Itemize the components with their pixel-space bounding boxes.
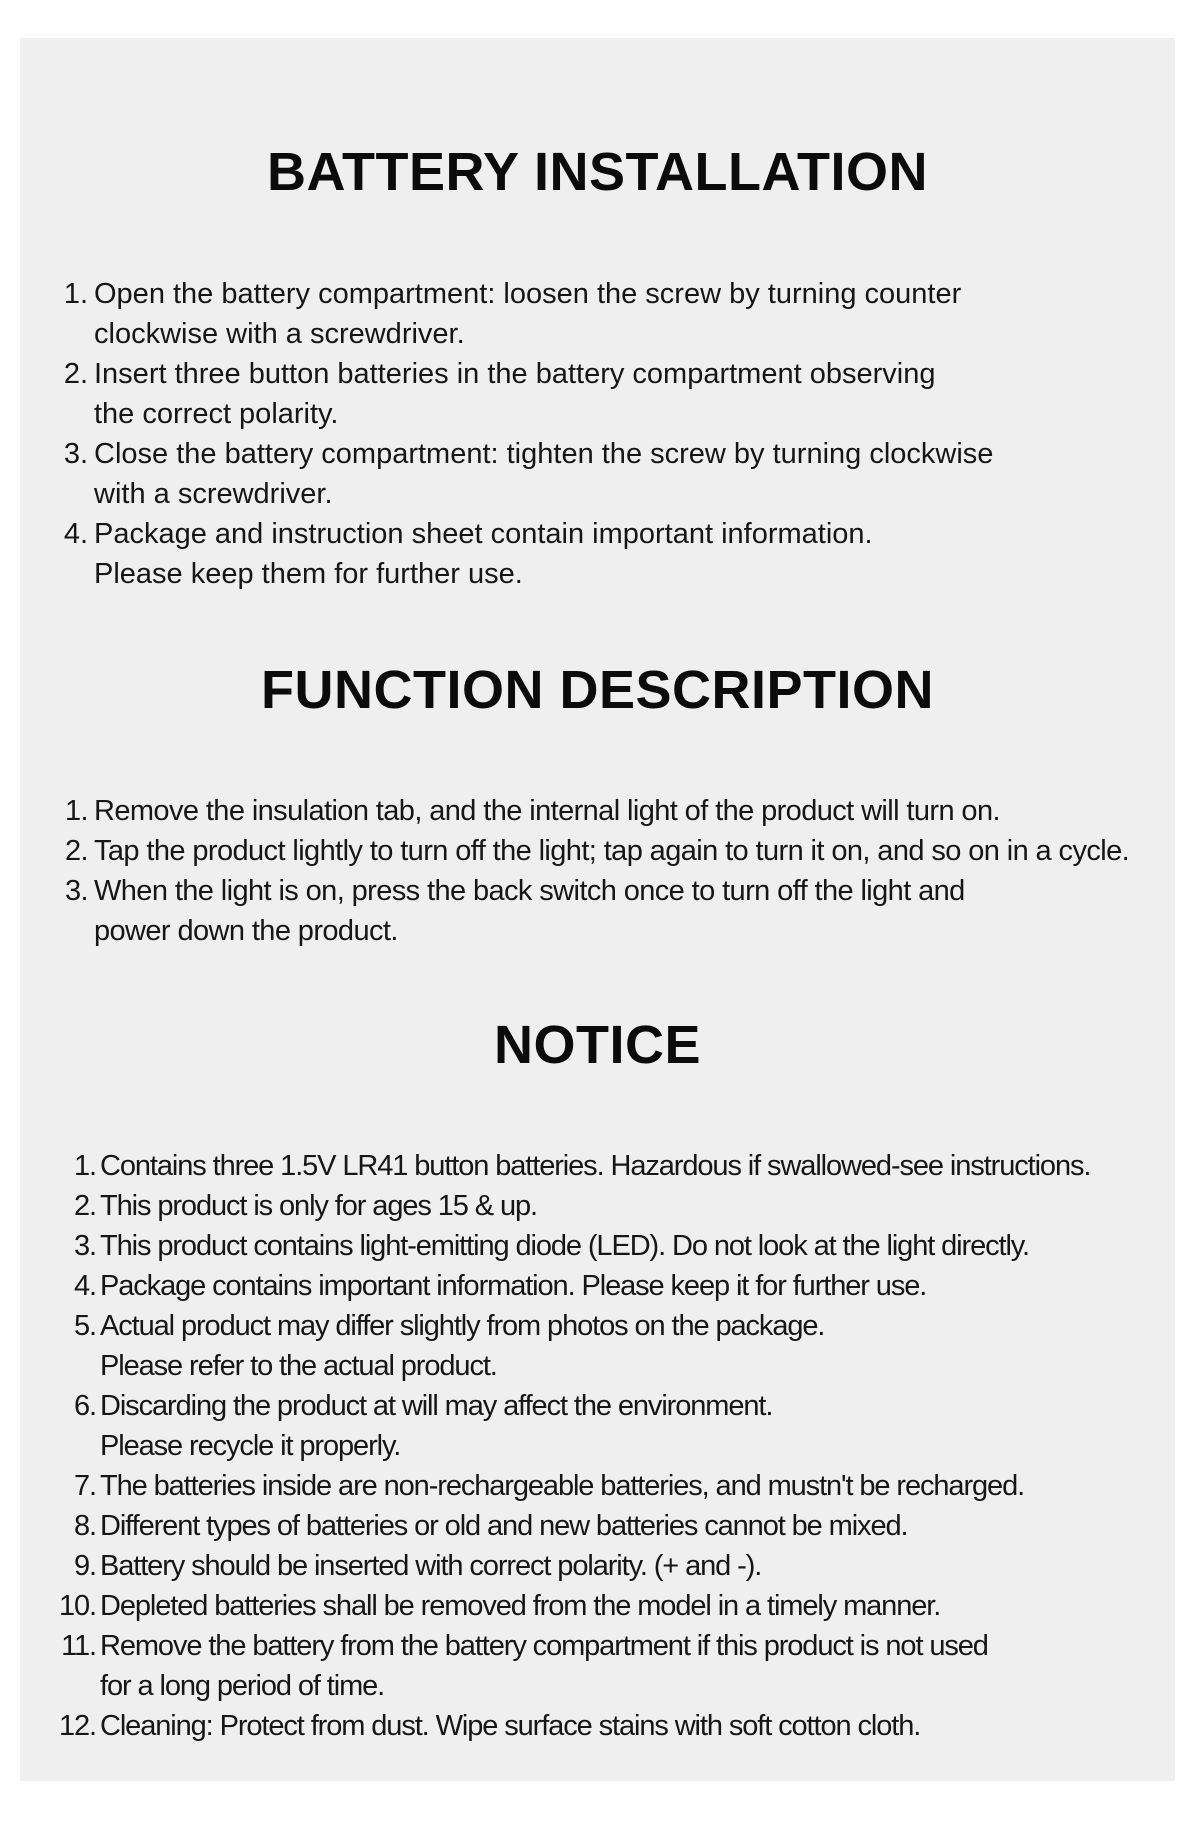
item-text: Contains three 1.5V LR41 button batteries. Hazardous if swallowed-see instructions. [100,1150,1091,1182]
list-item [40,354,1160,434]
item-number: 11. [61,1630,96,1662]
item-text: Package contains important information. Please keep it for further use. [100,1270,927,1302]
list-item [40,274,1160,354]
item-text: Discarding the product at will may affect the environment. Please recycle it properly. [100,1390,773,1462]
list-item [40,1466,1170,1506]
item-number: 2. [74,1190,96,1222]
list-item [40,1306,1170,1386]
list-item [40,831,1170,871]
item-text: Actual product may differ slightly from photos on the package. Please refer to the actual product. [100,1310,825,1382]
item-text: When the light is on, press the back switch once to turn off the light and power down the product. [94,875,965,947]
list-item [40,1546,1170,1586]
list-item [40,1586,1170,1626]
item-text: Cleaning: Protect from dust. Wipe surface stains with soft cotton cloth. [100,1710,921,1742]
item-text: Battery should be inserted with correct polarity. (+ and -). [100,1550,762,1582]
item-text: Remove the insulation tab, and the internal light of the product will turn on. [94,795,1000,827]
item-text: The batteries inside are non-rechargeable batteries, and mustn't be recharged. [100,1470,1025,1502]
item-text: This product contains light-emitting diode (LED). Do not look at the light directly. [100,1230,1030,1262]
item-number: 6. [74,1390,96,1422]
notice-list [40,1146,1170,1746]
item-number: 1. [74,1150,96,1182]
item-number: 9. [74,1550,96,1582]
item-text: Close the battery compartment: tighten the screw by turning clockwise with a screwdriver. [94,438,994,510]
list-item [40,1706,1170,1746]
item-number: 12. [58,1710,96,1742]
item-text: Tap the product lightly to turn off the light; tap again to turn it on, and so on in a cycle. [94,835,1130,867]
item-text: Package and instruction sheet contain important information. Please keep them for further use. [94,518,873,590]
item-number: 3. [74,1230,96,1262]
item-text: Depleted batteries shall be removed from the model in a timely manner. [100,1590,941,1622]
battery-installation-list [40,274,1160,594]
item-text: Different types of batteries or old and new batteries cannot be mixed. [100,1510,908,1542]
battery-installation-title: BATTERY INSTALLATION [267,142,928,202]
item-text: Open the battery compartment: loosen the screw by turning counter clockwise with a screwdriver. [94,278,962,350]
list-item [40,1226,1170,1266]
item-number: 2. [65,835,88,867]
item-number: 8. [74,1510,96,1542]
item-text: Remove the battery from the battery compartment if this product is not used for a long period of time. [100,1630,988,1702]
item-number: 3. [63,438,88,470]
function-description-title: FUNCTION DESCRIPTION [260,660,934,720]
item-number: 4. [74,1270,96,1302]
list-item [40,434,1160,514]
item-text: Insert three button batteries in the battery compartment observing the correct polarity. [94,358,936,430]
list-item [40,1506,1170,1546]
list-item [40,1186,1170,1226]
item-number: 7. [74,1470,96,1502]
list-item [40,514,1160,594]
notice-title: NOTICE [493,1015,701,1075]
list-item [40,871,1170,951]
list-item [40,1146,1170,1186]
item-number: 3. [65,875,88,907]
item-text: This product is only for ages 15 & up. [100,1190,537,1222]
list-item [40,791,1170,831]
item-number: 4. [63,518,88,550]
item-number: 5. [74,1310,96,1342]
list-item [40,1386,1170,1466]
list-item [40,1266,1170,1306]
item-number: 10. [58,1590,96,1622]
instruction-sheet [20,38,1175,1781]
item-number: 1. [63,278,88,310]
function-description-list [40,791,1170,951]
list-item [40,1626,1170,1706]
item-number: 1. [65,795,88,827]
item-number: 2. [63,358,88,390]
